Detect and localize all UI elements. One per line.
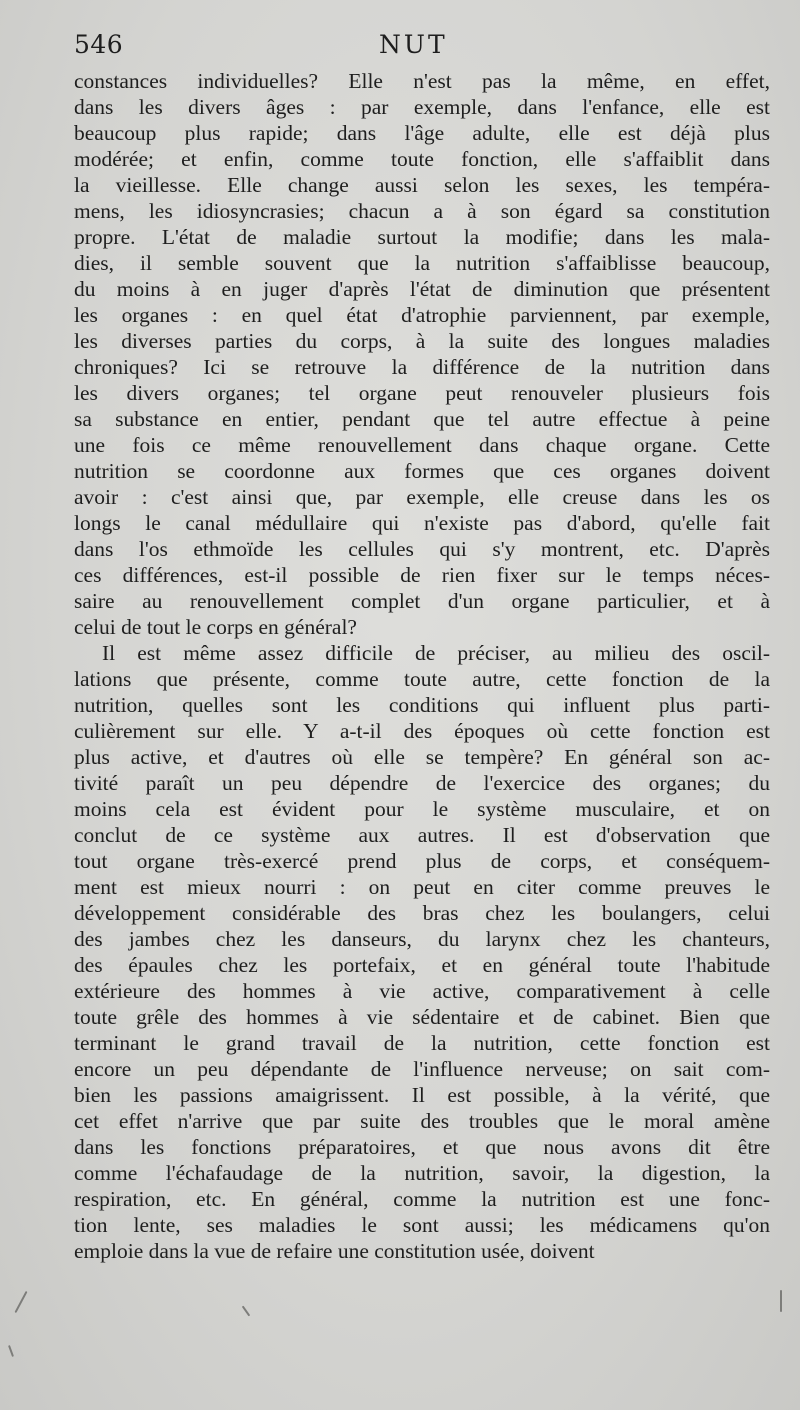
text-line: respiration, etc. En général, comme la nutrition est une fonc- <box>74 1187 770 1211</box>
text-line: sa substance en entier, pendant que tel autre effectue à peine <box>74 407 770 431</box>
text-line: les diverses parties du corps, à la suite des longues maladies <box>74 329 770 353</box>
text-line: dans les fonctions préparatoires, et que nous avons dit être <box>74 1135 770 1159</box>
text-line: longs le canal médullaire qui n'existe pas d'abord, qu'elle fait <box>74 511 770 535</box>
page-header <box>74 30 770 68</box>
text-line: modérée; et enfin, comme toute fonction, elle s'affaiblit dans <box>74 147 770 171</box>
text-line: les divers organes; tel organe peut renouveler plusieurs fois <box>74 381 770 405</box>
text-line: conclut de ce système aux autres. Il est d'observation que <box>74 823 770 847</box>
body-text <box>74 68 770 1264</box>
running-head: NUT <box>379 30 448 59</box>
text-line: moins cela est évident pour le système musculaire, et on <box>74 797 770 821</box>
text-line: constances individuelles? Elle n'est pas la même, en effet, <box>74 69 770 93</box>
text-line: tout organe très-exercé prend plus de corps, et conséquem- <box>74 849 770 873</box>
text-line: du moins à en juger d'après l'état de diminution que présentent <box>74 277 770 301</box>
text-line: extérieure des hommes à vie active, comparativement à celle <box>74 979 770 1003</box>
text-line: dans les divers âges : par exemple, dans l'enfance, elle est <box>74 95 770 119</box>
text-line: mens, les idiosyncrasies; chacun a à son égard sa constitution <box>74 199 770 223</box>
text-line: tion lente, ses maladies le sont aussi; les médicamens qu'on <box>74 1213 770 1237</box>
text-line: bien les passions amaigrissent. Il est possible, à la vérité, que <box>74 1083 770 1107</box>
text-line: dies, il semble souvent que la nutrition s'affaiblisse beaucoup, <box>74 251 770 275</box>
paper-mark <box>242 1306 251 1317</box>
text-line: propre. L'état de maladie surtout la modifie; dans les mala- <box>74 225 770 249</box>
text-line: emploie dans la vue de refaire une constitution usée, doivent <box>74 1239 595 1263</box>
text-line: des jambes chez les danseurs, du larynx chez les chanteurs, <box>74 927 770 951</box>
text-line: dans l'os ethmoïde les cellules qui s'y montrent, etc. D'après <box>74 537 770 561</box>
text-line: Il est même assez difficile de préciser, au milieu des oscil- <box>102 641 770 665</box>
text-line: cet effet n'arrive que par suite des troubles que le moral amène <box>74 1109 770 1133</box>
text-line: terminant le grand travail de la nutrition, cette fonction est <box>74 1031 770 1055</box>
text-line: la vieillesse. Elle change aussi selon les sexes, les tempéra- <box>74 173 770 197</box>
text-line: plus active, et d'autres où elle se tempère? En général son ac- <box>74 745 770 769</box>
paragraph <box>74 640 770 1264</box>
text-line: chroniques? Ici se retrouve la différence de la nutrition dans <box>74 355 770 379</box>
text-line: nutrition, quelles sont les conditions qui influent plus parti- <box>74 693 770 717</box>
text-line: avoir : c'est ainsi que, par exemple, elle creuse dans les os <box>74 485 770 509</box>
text-line: tivité paraît un peu dépendre de l'exercice des organes; du <box>74 771 770 795</box>
text-line: culièrement sur elle. Y a-t-il des époques où cette fonction est <box>74 719 770 743</box>
text-line: les organes : en quel état d'atrophie parviennent, par exemple, <box>74 303 770 327</box>
text-line: celui de tout le corps en général? <box>74 615 357 639</box>
text-line: nutrition se coordonne aux formes que ces organes doivent <box>74 459 770 483</box>
text-line: toute grêle des hommes à vie sédentaire et de cabinet. Bien que <box>74 1005 770 1029</box>
book-page <box>74 30 770 1264</box>
text-line: ment est mieux nourri : on peut en citer comme preuves le <box>74 875 770 899</box>
text-line: développement considérable des bras chez les boulangers, celui <box>74 901 770 925</box>
text-line: des épaules chez les portefaix, et en général toute l'habitude <box>74 953 770 977</box>
text-line: encore un peu dépendante de l'influence nerveuse; on sait com- <box>74 1057 770 1081</box>
paper-mark <box>8 1345 14 1357</box>
paragraph <box>74 68 770 640</box>
text-line: lations que présente, comme toute autre, cette fonction de la <box>74 667 770 691</box>
paper-mark <box>14 1291 27 1313</box>
text-line: beaucoup plus rapide; dans l'âge adulte, elle est déjà plus <box>74 121 770 145</box>
text-line: saire au renouvellement complet d'un organe particulier, et à <box>74 589 770 613</box>
text-line: ces différences, est-il possible de rien fixer sur le temps néces- <box>74 563 770 587</box>
text-line: une fois ce même renouvellement dans chaque organe. Cette <box>74 433 770 457</box>
paper-mark <box>780 1290 782 1312</box>
text-line: comme l'échafaudage de la nutrition, savoir, la digestion, la <box>74 1161 770 1185</box>
page-number: 546 <box>74 30 124 59</box>
